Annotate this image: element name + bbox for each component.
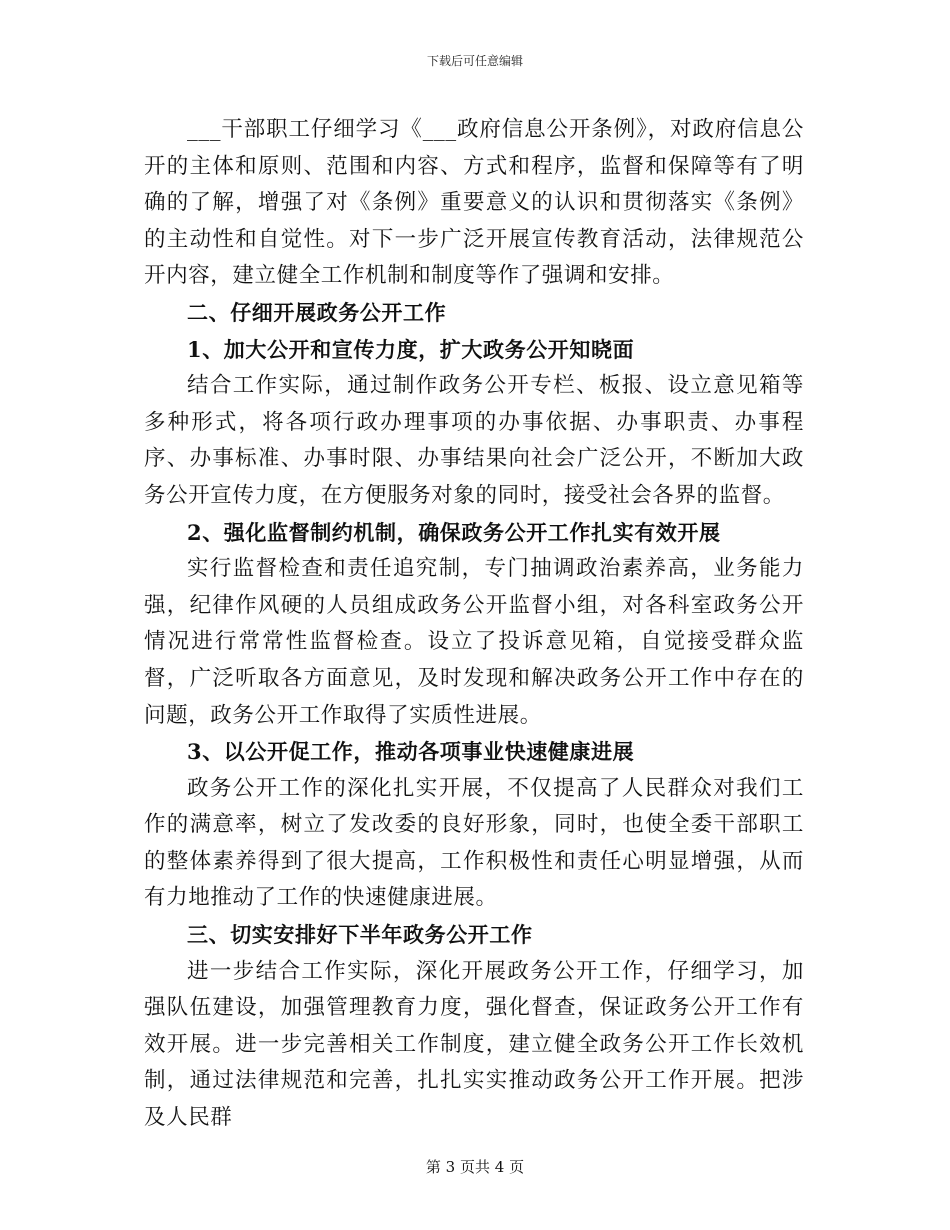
paragraph-2-2: 实行监督检查和责任追究制，专门抽调政治素养高，业务能力强，纪律作风硬的人员组成政务公开监督小组，对各科室政务公开情况进行常常性监督检查。设立了投诉意见箱，自觉接受群众监督，广泛听取各方面意见，及时发现和解决政务公开工作中存在的问题，政务公开工作取得了实质性进展。	[144, 556, 804, 728]
page-footer: 第 3 页共 4 页	[425, 1158, 525, 1176]
paragraph-2-3: 政务公开工作的深化扎实开展，不仅提高了人民群众对我们工作的满意率，树立了发改委的良好形象，同时，也使全委干部职工的整体素养得到了很大提高，工作积极性和责任心明显增强，从而有力地推动了工作的快速健康进展。	[144, 775, 804, 911]
page-header: 下载后可任意编辑	[426, 54, 523, 68]
paragraph-2-1: 结合工作实际，通过制作政务公开专栏、板报、设立意见箱等多种形式，将各项行政办理事项的办事依据、办事职责、办事程序、办事标准、办事时限、办事结果向社会广泛公开，不断加大政务公开宣传力度，在方便服务对象的同时，接受社会各界的监督。	[144, 373, 804, 508]
section-heading-2: 二、仔细开展政务公开工作	[187, 299, 447, 325]
paragraph-3: 进一步结合工作实际，深化开展政务公开工作，仔细学习，加强队伍建设，加强管理教育力度，强化督查，保证政务公开工作有效开展。进一步完善相关工作制度，建立健全政务公开工作长效机制，通过法律规范和完善，扎扎实实推动政务公开工作开展。把涉及人民群	[144, 958, 804, 1131]
document-body	[144, 112, 804, 1137]
subsection-heading-2-1: 1、加大公开和宣传力度，扩大政务公开知晓面	[187, 336, 635, 362]
paragraph-intro: ___干部职工仔细学习《___政府信息公开条例》，对政府信息公开的主体和原则、范围和内容、方式和程序，监督和保障等有了明确的了解，增强了对《条例》重要意义的认识和贯彻落实《条例》的主动性和自觉性。对下一步广泛开展宣传教育活动，法律规范公开内容，建立健全工作机制和制度等作了强调和安排。	[144, 117, 804, 289]
section-heading-3: 三、切实安排好下半年政务公开工作	[187, 922, 533, 948]
subsection-heading-2-3: 3、以公开促工作，推动各项事业快速健康进展	[187, 739, 635, 765]
subsection-heading-2-2: 2、强化监督制约机制，确保政务公开工作扎实有效开展	[187, 519, 721, 545]
